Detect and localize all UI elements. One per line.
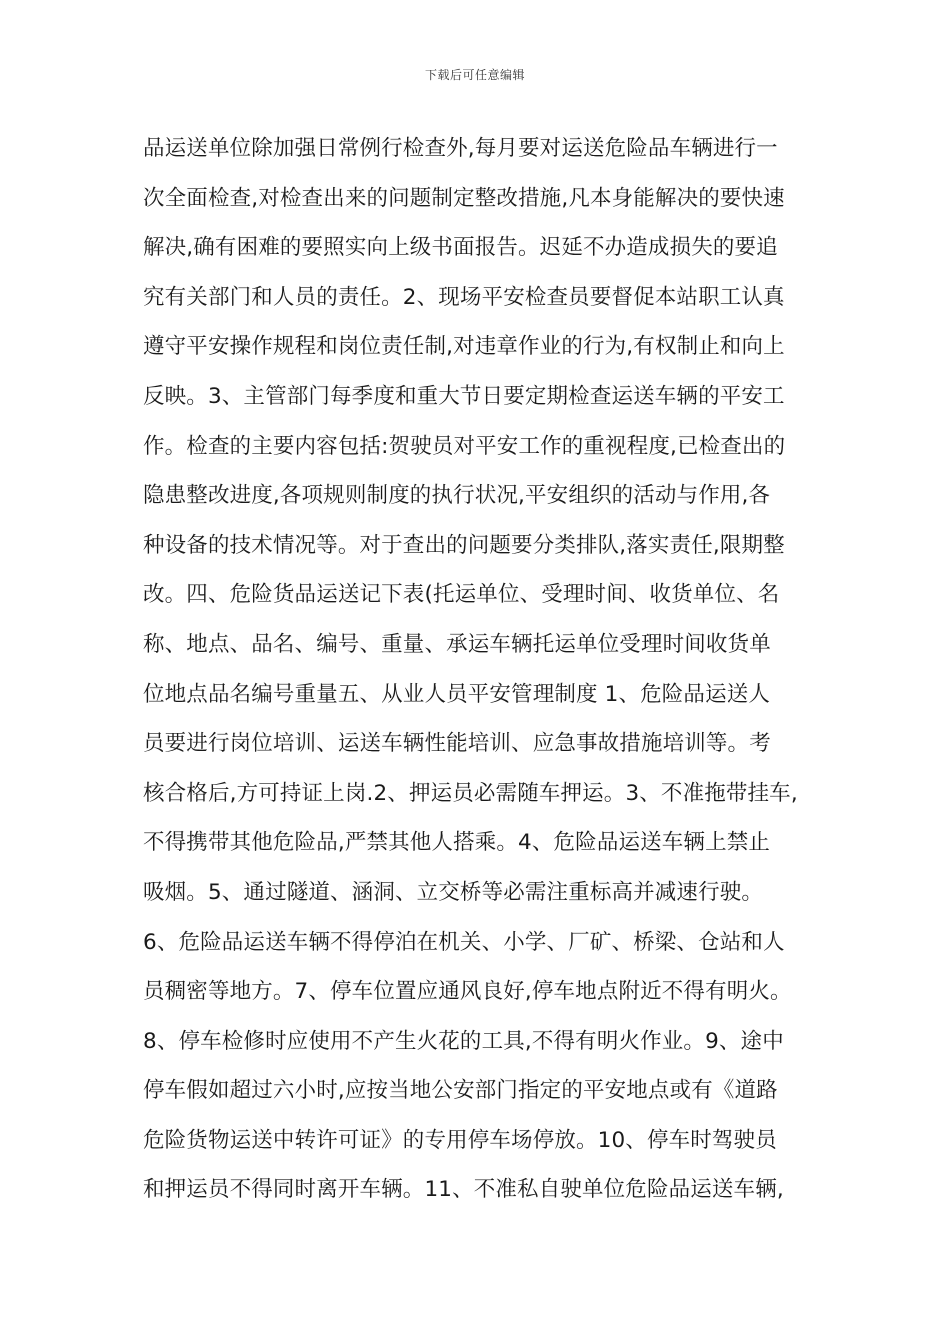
text-line: 改。四、危险货品运送记下表(托运单位、受理时间、收货单位、名 — [143, 582, 780, 608]
text-line: 品运送单位除加强日常例行检查外,每月要对运送危险品车辆进行一 — [143, 136, 778, 161]
text-line: 核合格后,方可持证上岗.2、押运员必需随车押运。3、不准拖带挂车, — [143, 780, 798, 806]
text-line: 称、地点、品名、编号、重量、承运车辆托运单位受理时间收货单 — [143, 631, 771, 657]
text-line: 解决,确有困难的要照实向上级书面报告。迟延不办造成损失的要追 — [143, 235, 778, 261]
text-line: 吸烟。5、通过隧道、涵洞、立交桥等必需注重标高并减速行驶。 — [143, 879, 764, 905]
text-line: 种设备的技术情况等。对于查出的问题要分类排队,落实责任,限期整 — [143, 532, 785, 558]
text-line: 究有关部门和人员的责任。2、现场平安检查员要督促本站职工认真 — [143, 284, 785, 310]
text-line: 次全面检查,对检查出来的问题制定整改措施,凡本身能解决的要快速 — [143, 185, 785, 211]
text-line: 6、危险品运送车辆不得停泊在机关、小学、厂矿、桥梁、仓站和人 — [143, 929, 785, 955]
document-body — [143, 124, 813, 1215]
text-line: 遵守平安操作规程和岗位责任制,对违章作业的行为,有权制止和向上 — [143, 334, 785, 360]
text-line: 员稠密等地方。7、停车位置应通风良好,停车地点附近不得有明火。 — [143, 979, 792, 1005]
text-line: 停车假如超过六小时,应按当地公安部门指定的平安地点或有《道路 — [143, 1078, 778, 1104]
text-line: 隐患整改进度,各项规则制度的执行状况,平安组织的活动与作用,各 — [143, 483, 771, 509]
page-header: 下载后可任意编辑 — [424, 68, 525, 82]
text-line: 位地点品名编号重量五、从业人员平安管理制度 1、危险品运送人 — [143, 681, 771, 707]
text-line: 作。检查的主要内容包括:贺驶员对平安工作的重视程度,已检查出的 — [143, 433, 786, 459]
text-line: 反映。3、主管部门每季度和重大节日要定期检查运送车辆的平安工 — [143, 383, 785, 409]
text-line: 8、停车检修时应使用不产生火花的工具,不得有明火作业。9、途中 — [143, 1028, 784, 1054]
text-line: 员要进行岗位培训、运送车辆性能培训、应急事故措施培训等。考 — [143, 731, 771, 757]
text-line: 危险货物运送中转许可证》的专用停车场停放。10、停车时驾驶员 — [143, 1127, 777, 1153]
text-line: 不得携带其他危险品,严禁其他人搭乘。4、危险品运送车辆上禁止 — [143, 830, 771, 856]
text-line: 和押运员不得同时离开车辆。11、不准私自驶单位危险品运送车辆, — [143, 1177, 784, 1203]
